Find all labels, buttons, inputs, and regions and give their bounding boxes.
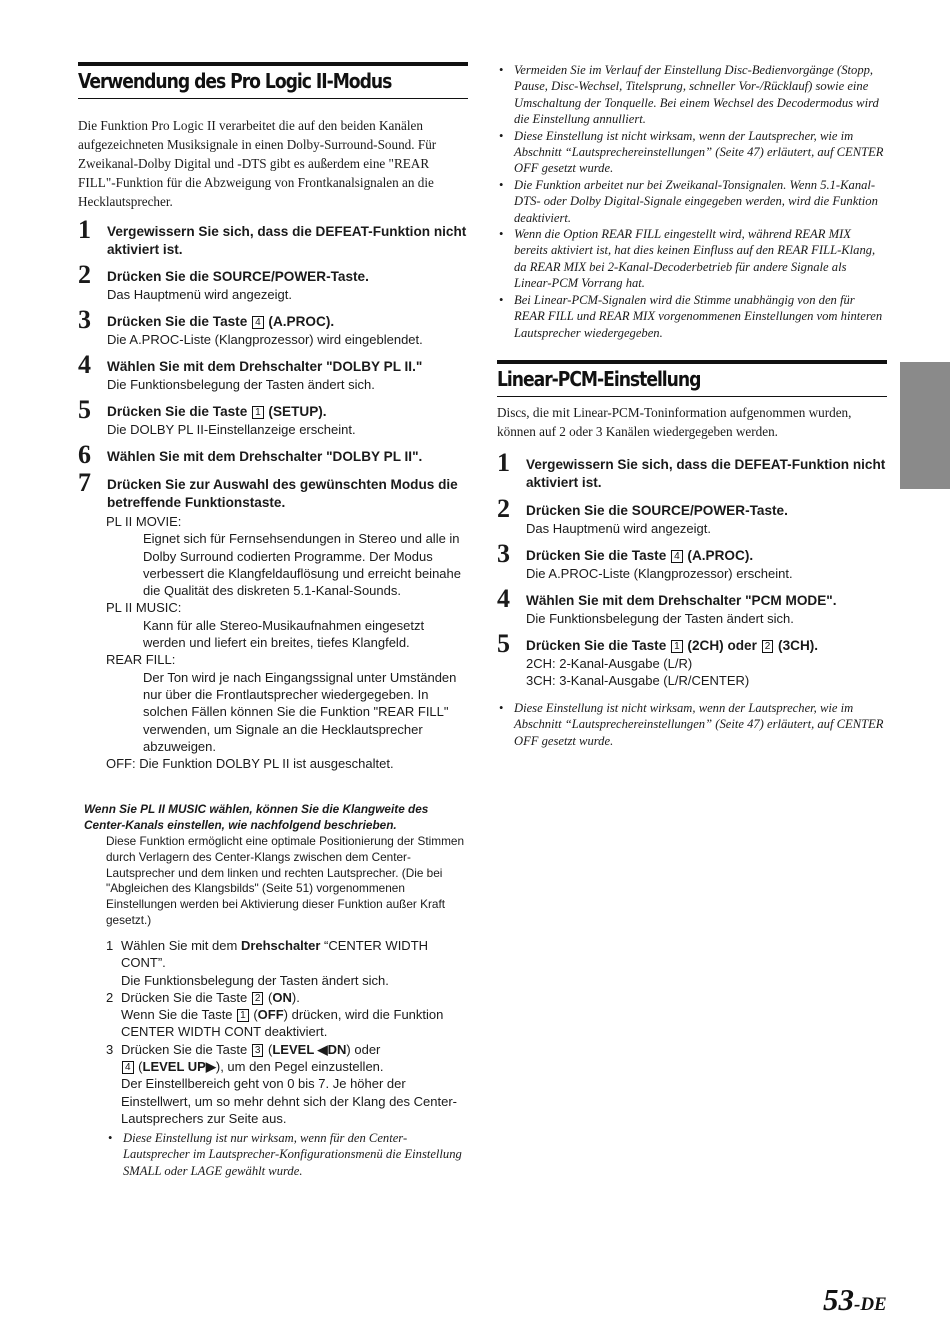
- source-power-button-ref: SOURCE/POWER: [212, 269, 327, 284]
- step-number: 5: [497, 629, 510, 658]
- source-power-button-ref: SOURCE/POWER: [631, 503, 746, 518]
- mode-list: [106, 513, 468, 772]
- step-title: Wählen Sie mit dem Drehschalter "DOLBY PL II.": [107, 359, 423, 374]
- right-top-bullets: [497, 62, 887, 341]
- step-number: 4: [78, 350, 91, 379]
- sub-step-3: 3 Drücken Sie die Taste 3 (LEVEL ◀DN) oder 4 (LEVEL UP▶), um den Pegel einzustellen. Der Einstellbereich geht von 0 bis 7. Je höher der Einstellwert, um so mehr dehnt sich der Klang des Center-Lautsprechers zur Seite aus.: [106, 1041, 468, 1127]
- note-bullet: • Die Funktion arbeitet nur bei Zweikanal-Tonsignalen. Wenn 5.1-Kanal-DTS- oder Dolby Digital-Signale eingegeben werden, wird die Funktion deaktiviert.: [499, 177, 878, 225]
- step-1: [78, 215, 468, 259]
- section-title: Verwendung des Pro Logic II-Modus: [78, 69, 392, 93]
- step-desc: Die Funktionsbelegung der Tasten ändert sich.: [526, 611, 794, 626]
- chapter-side-tab: [900, 362, 950, 489]
- setup-button-ref: SETUP: [272, 404, 319, 419]
- aproc-button-ref: A.PROC: [691, 548, 745, 563]
- 2ch-button-ref: 2CH: [691, 638, 720, 653]
- step-3: [78, 305, 468, 348]
- step-6: [78, 440, 468, 469]
- sub-step-title: Drücken Sie die Taste 2 (ON).: [121, 989, 300, 1005]
- step-7: [78, 468, 468, 512]
- step-2: [497, 494, 887, 537]
- step-title: Drücken Sie die Taste 1 (2CH) oder 2 (3CH).: [526, 638, 819, 653]
- step-title: Drücken Sie die SOURCE/POWER-Taste.: [526, 503, 788, 518]
- key-4-icon: 4: [671, 550, 683, 563]
- sub-step-title: Wählen Sie mit dem Drehschalter “CENTER WIDTH CONT”.: [121, 938, 429, 971]
- step-2: [78, 260, 468, 303]
- mode-item-music: [106, 599, 468, 651]
- step-number: 6: [78, 440, 91, 469]
- step-desc: Das Hauptmenü wird angezeigt.: [107, 287, 292, 302]
- right-bottom-bullets: [497, 700, 887, 749]
- step-desc: Die Funktionsbelegung der Tasten ändert sich.: [107, 377, 375, 392]
- mode-label: OFF:: [106, 756, 136, 772]
- sub-step-desc: Die Funktionsbelegung der Tasten ändert sich.: [121, 972, 389, 988]
- rotary-encoder-ref: Drehschalter: [658, 593, 742, 608]
- level-dn-button-ref: LEVEL ◀DN: [272, 1041, 347, 1057]
- key-4-icon: 4: [122, 1061, 134, 1074]
- step-title: Wählen Sie mit dem Drehschalter "PCM MODE".: [526, 593, 837, 608]
- step-desc: Das Hauptmenü wird angezeigt.: [526, 521, 711, 536]
- step-4: [78, 350, 468, 393]
- step-number: 1: [78, 215, 91, 244]
- step-number: 2: [78, 260, 91, 289]
- step-5: [497, 629, 887, 689]
- step-title: Drücken Sie zur Auswahl des gewünschten Modus die betreffende Funktionstaste.: [107, 477, 458, 510]
- left-bullet-list: [106, 1130, 468, 1179]
- step-number: 4: [497, 584, 510, 613]
- step-title: Drücken Sie die Taste 4 (A.PROC).: [107, 314, 335, 329]
- step-number: 2: [497, 494, 510, 523]
- key-2-icon: 2: [252, 992, 264, 1005]
- sub-step-desc: Der Einstellbereich geht von 0 bis 7. Je höher der Einstellwert, um so mehr dehnt sich der Klang des Center-Lautsprechers zur Seite aus.: [121, 1076, 457, 1126]
- step-title: Vergewissern Sie sich, dass die DEFEAT-Funktion nicht aktiviert ist.: [526, 457, 886, 490]
- step-3: [497, 539, 887, 582]
- mode-text: Der Ton wird je nach Eingangssignal unter Umständen nur über die Frontlautsprecher wiedergegeben. In solchen Fällen können Sie die Funktion "REAR FILL" verwenden, um Signale an die Hecklautsprecher abzuweigen.: [143, 669, 457, 754]
- key-1-icon: 1: [237, 1009, 249, 1022]
- intro-paragraph: Die Funktion Pro Logic II verarbeitet die auf den beiden Kanälen aufgezeichneten Musiksignale in einen Dolby-Surround-Sound. Für Zweikanal-Dolby Digital und -DTS gibt es außerdem eine "REAR FILL"-Funktion für die Abzweigung von Frontkanalsignalen an die Hecklautsprecher.: [78, 118, 437, 209]
- step-desc: Die A.PROC-Liste (Klangprozessor) erscheint.: [526, 566, 793, 581]
- step-title: Drücken Sie die Taste 1 (SETUP).: [107, 404, 327, 419]
- intro-paragraph: Discs, die mit Linear-PCM-Toninformation aufgenommen wurden, können auf 2 oder 3 Kanälen wiedergegeben werden.: [497, 405, 852, 439]
- mode-text: Eignet sich für Fernsehsendungen in Stereo und alle in Dolby Surround codierten Programme. Der Modus verbessert die Klangfeldauflösung und erreicht beinahe die Qualität des diskreten 5.1-Kanal-Sounds.: [143, 531, 461, 599]
- sub-steps: [106, 937, 468, 1127]
- mode-label: PL II MUSIC:: [106, 600, 182, 616]
- sub-step-1: 1 Wählen Sie mit dem Drehschalter “CENTER WIDTH CONT”. Die Funktionsbelegung der Tasten ändert sich.: [106, 937, 468, 989]
- on-button-ref: ON: [272, 989, 292, 1005]
- step-title: Wählen Sie mit dem Drehschalter "DOLBY PL II".: [107, 449, 423, 464]
- step-number: 3: [78, 305, 91, 334]
- step-title: Drücken Sie die Taste 4 (A.PROC).: [526, 548, 754, 563]
- section-title: Linear-PCM-Einstellung: [497, 367, 701, 391]
- rotary-encoder-ref: Drehschalter: [239, 359, 323, 374]
- mode-label: PL II MOVIE:: [106, 514, 182, 529]
- key-1-icon: 1: [252, 406, 264, 419]
- sub-step-2: 2 Drücken Sie die Taste 2 (ON). Wenn Sie die Taste 1 (OFF) drücken, wird die Funktion CENTER WIDTH CONT deaktiviert.: [106, 989, 468, 1041]
- aproc-button-ref: A.PROC: [272, 314, 326, 329]
- section-heading-pro-logic: [78, 62, 468, 99]
- mode-label: REAR FILL:: [106, 652, 176, 668]
- sub-step-title: Drücken Sie die Taste 3 (LEVEL ◀DN) oder 4 (LEVEL UP▶), um den Pegel einzustellen.: [121, 1041, 384, 1075]
- rotary-encoder-ref: Drehschalter: [239, 449, 323, 464]
- page-number: 53-DE: [823, 1282, 887, 1317]
- key-1-icon: 1: [671, 640, 683, 653]
- sub-step-desc: Wenn Sie die Taste 1 (OFF) drücken, wird die Funktion CENTER WIDTH CONT deaktiviert.: [121, 1007, 444, 1040]
- step-number: 1: [497, 448, 510, 477]
- function-key-ref: Funktionstaste: [184, 495, 282, 510]
- section-heading-linear-pcm: [497, 360, 887, 397]
- note-bullet: • Vermeiden Sie im Verlauf der Einstellung Disc-Bedienvorgänge (Stopp, Pause, Disc-Wechsel, Titelsprung, schneller Vor-/Rücklauf) sowie eine Umschaltung der Tonquelle. Bei einem Wechsel des Decodermodus wird die Einstellung annulliert.: [499, 63, 879, 127]
- note-bullet: • Wenn die Option REAR FILL eingestellt wird, während REAR MIX bereits aktiviert ist, hat dies keinen Einfluss auf den REAR FILL-Klang, da REAR MIX bei 2-Kanal-Decoderbetrieb für andere Signale als Linear-PCM Vorrang hat.: [499, 227, 876, 291]
- step-number: 3: [497, 539, 510, 568]
- step-5: [78, 395, 468, 438]
- mode-text: Die Funktion DOLBY PL II ist ausgeschaltet.: [139, 756, 394, 772]
- note-bullet: • Diese Einstellung ist nicht wirksam, wenn der Lautsprecher, wie im Abschnitt “Lautsprechereinstellungen” (Seite 47) erläutert, auf CENTER OFF gesetzt wurde.: [499, 128, 884, 176]
- step-desc: Die DOLBY PL II-Einstellanzeige erscheint.: [107, 422, 356, 437]
- step-1: [497, 448, 887, 492]
- step-desc: Die A.PROC-Liste (Klangprozessor) wird eingeblendet.: [107, 332, 423, 347]
- key-3-icon: 3: [252, 1044, 264, 1057]
- note-body: Diese Funktion ermöglicht eine optimale Positionierung der Stimmen durch Verlagern des Center-Klangs zwischen dem Center-Lautsprecher und dem linken und rechten Lautsprecher. (Die bei "Abgleichen des Klangsbilds" (Seite 51) vorgenommenen Einstellungen werden bei Aktivierung dieser Funktion außer Kraft gesetzt.): [106, 834, 465, 927]
- key-2-icon: 2: [762, 640, 774, 653]
- note-heading: Wenn Sie PL II MUSIC wählen, können Sie die Klangweite des Center-Kanals einstellen, wie nachfolgend beschrieben.: [84, 802, 429, 832]
- rotary-encoder-ref: Drehschalter: [240, 938, 321, 953]
- 3ch-button-ref: 3CH: [782, 638, 810, 653]
- step-title: Vergewissern Sie sich, dass die DEFEAT-Funktion nicht aktiviert ist.: [107, 224, 467, 257]
- off-button-ref: OFF: [257, 1007, 284, 1023]
- step-number: 7: [78, 468, 91, 497]
- mode-text: Kann für alle Stereo-Musikaufnahmen eingesetzt werden und liefert ein breites, tiefes Klangfeld.: [143, 617, 425, 651]
- step-4: [497, 584, 887, 627]
- mode-item-rear-fill: [106, 651, 468, 755]
- step-number: 5: [78, 395, 91, 424]
- note-bullet: • Diese Einstellung ist nicht wirksam, wenn der Lautsprecher, wie im Abschnitt “Lautsprechereinstellungen” (Seite 47) erläutert, auf CENTER OFF gesetzt wurde.: [499, 701, 884, 748]
- step-desc: 3CH: 3-Kanal-Ausgabe (L/R/CENTER): [526, 673, 750, 688]
- key-4-icon: 4: [252, 316, 264, 329]
- step-desc: 2CH: 2-Kanal-Ausgabe (L/R): [526, 656, 693, 671]
- step-title: Drücken Sie die SOURCE/POWER-Taste.: [107, 269, 369, 284]
- note-bullet: • Diese Einstellung ist nur wirksam, wenn für den Center-Lautsprecher im Lautsprecher-Konfigurationsmenü die Einstellung SMALL oder LAGE gewählt wurde.: [108, 1131, 462, 1178]
- mode-item-movie: [106, 513, 468, 599]
- level-up-button-ref: LEVEL UP▶: [142, 1059, 216, 1075]
- mode-item-off: [106, 755, 468, 772]
- note-bullet: • Bei Linear-PCM-Signalen wird die Stimme unabhängig von den für REAR FILL und REAR MIX vorgenommenen Einstellungen vom hinteren Lautsprecher wiedergegeben.: [499, 292, 883, 340]
